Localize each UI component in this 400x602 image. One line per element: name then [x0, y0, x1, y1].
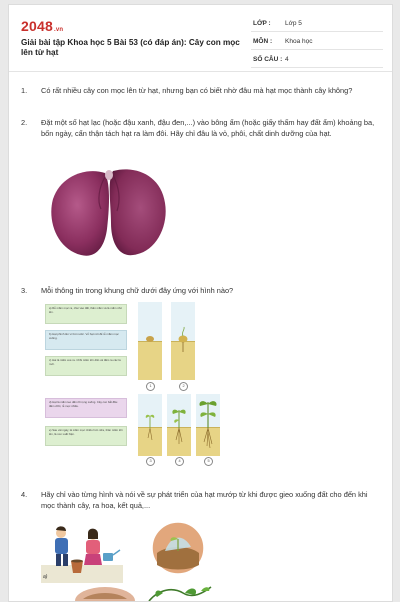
growth-panel-4	[167, 394, 191, 456]
question-number: 2.	[21, 118, 28, 127]
seedling-icon	[138, 394, 162, 456]
panel-label-2: 2	[179, 382, 188, 391]
logo-suffix: .vn	[53, 27, 64, 33]
sprouting-seed-icon	[171, 302, 195, 380]
meta-row-subject	[251, 34, 383, 50]
question-number: 3.	[21, 286, 28, 295]
children-planting-image	[41, 521, 123, 583]
question-number: 4.	[21, 490, 28, 499]
meta-table	[251, 16, 383, 70]
document-header	[9, 5, 392, 72]
info-box-c: c) Hai lá mầm xoè ra. Chồi mầm lớn dần và đâm ra các lá mới.	[45, 356, 127, 376]
page-title: Giải bài tập Khoa học 5 Bài 53 (có đáp án): Cây con mọc lên từ hạt	[21, 38, 240, 57]
panel-label-5: 5	[204, 457, 213, 466]
question-text: Có rất nhiều cây con mọc lên từ hạt, nhưng bạn có biết nhờ đâu mà hạt mọc thành cây không?	[41, 86, 353, 95]
meta-key: MÔN :	[253, 38, 273, 45]
figure4-caption-a: a)	[43, 574, 48, 580]
logo-text: 2048	[21, 18, 53, 34]
info-box-e: e) Sau vài ngày, lá mầm mọc nhiều hơn nữa, thân mầm lớn lên, lá non xuất hiện.	[45, 426, 127, 446]
question-number: 1.	[21, 86, 28, 95]
meta-key: LỚP :	[253, 20, 271, 27]
panel-label-3: 3	[146, 457, 155, 466]
info-box-d: d) Hạt lá mầm teo dần rồi rụng xuống. Cây con bắt đầu đâm chồi, rễ mọc nhiều.	[45, 398, 127, 418]
info-box-b: b) Hạt phình lên vì hút nước. Vỏ hạt nứt để rễ mầm mọc xuống.	[45, 330, 127, 350]
panel-label-4: 4	[175, 457, 184, 466]
meta-value: 4	[285, 56, 289, 63]
document-page	[8, 4, 393, 602]
seed-growth-figure	[45, 302, 225, 465]
growth-panel-5	[196, 394, 220, 456]
seed-sprout-closeup-image	[151, 521, 205, 575]
site-logo[interactable]	[21, 18, 63, 34]
question-text: Hãy chỉ vào từng hình và nói về sự phát triển của hạt mướp từ khi được gieo xuống đất cho đến khi mọc thành cây, ra hoa, kết quả,...	[41, 490, 368, 510]
meta-value: Lớp 5	[285, 20, 302, 27]
meta-value: Khoa học	[285, 38, 313, 45]
meta-row-grade	[251, 16, 383, 32]
growth-panel-1	[138, 302, 162, 380]
young-plant-icon	[167, 394, 191, 456]
seed-icon	[138, 302, 162, 380]
bean-halves-image	[47, 165, 169, 259]
vine-plant-image	[143, 583, 215, 601]
grown-plant-icon	[196, 394, 220, 456]
meta-key: SỐ CÂU :	[253, 56, 283, 63]
question-text: Đặt một số hạt lạc (hoặc đậu xanh, đậu đen,...) vào bông ẩm (hoặc giấy thấm hay đất ẩm) khoảng ba, bốn ngày, cẩn thận tách hạt ra làm đôi. Hãy chỉ đâu là vỏ, phôi, chất dinh dưỡng của hạt.	[41, 118, 375, 138]
info-box-a: a) Rễ mầm mọc ra, chui vào đất, thân mầm và lá mầm nhô lên.	[45, 304, 127, 324]
growth-panel-2	[171, 302, 195, 380]
soil-bottom-image	[69, 583, 141, 601]
question-text: Mỗi thông tin trong khung chữ dưới đây ứng với hình nào?	[41, 286, 234, 295]
growth-panel-3	[138, 394, 162, 456]
meta-row-question-count	[251, 52, 383, 68]
panel-label-1: 1	[146, 382, 155, 391]
